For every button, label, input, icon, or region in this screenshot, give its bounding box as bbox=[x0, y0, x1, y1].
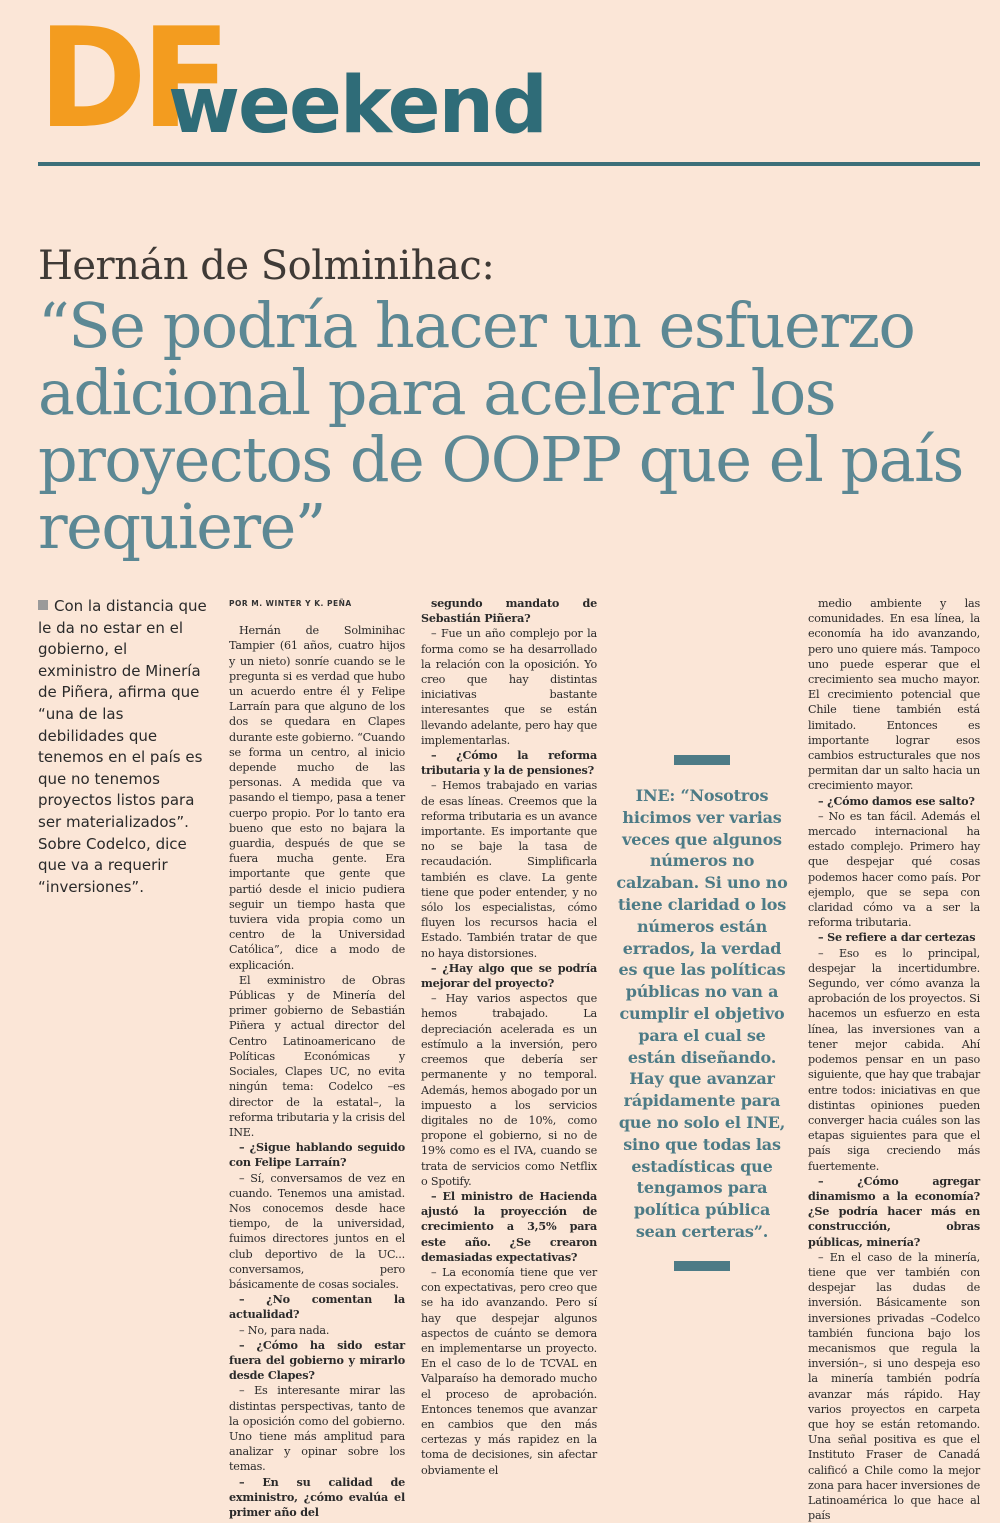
body-paragraph: – Hemos trabajado en varias de esas líneas. Creemos que la reforma tributaria es un avance importante. Es importante que no se baje la tasa de recaudación. Simplificarla también es clave. La gente tiene que poder entender, y no sólo los especialistas, cómo fluyen los recursos hacia el Estado. También tratar de que no haya distorsiones. bbox=[421, 779, 597, 960]
article-column-1 bbox=[229, 596, 405, 1520]
body-paragraph: – Fue un año complejo por la forma como se ha desarrollado la relación con la oposición. Yo creo que hay distintas iniciativas bastante interesantes que se están llevando adelante, pero hay que implementarlas. bbox=[421, 627, 597, 747]
pull-quote bbox=[612, 755, 792, 1271]
column-4-body bbox=[808, 596, 980, 1523]
interview-question: – El ministro de Hacienda ajustó la proyección de crecimiento a 3,5% para este año. ¿Se crearon demasiadas expectativas? bbox=[421, 1188, 597, 1264]
column-2-body bbox=[421, 596, 597, 1478]
body-paragraph: – Es interesante mirar las distintas perspectivas, tanto de la oposición como del gobierno. Uno tiene más amplitud para analizar y opinar sobre los temas. bbox=[229, 1384, 405, 1474]
pull-quote-top-bar bbox=[674, 755, 730, 765]
interview-question: – ¿Cómo damos ese salto? bbox=[818, 793, 975, 808]
byline: POR M. WINTER Y K. PEÑA bbox=[229, 599, 352, 608]
body-paragraph: – Eso es lo principal, despejar la incertidumbre. Segundo, ver cómo avanza la aprobación de los proyectos. Si hacemos un esfuerzo en esta línea, las inversiones van a tener mejor cabida. Ahí podemos pensar en un paso siguiente, que hay que trabajar entre todos: iniciativas en que distintas opiniones pueden converger hacia cuáles son las etapas siguientes para que el país siga creciendo más fuertemente. bbox=[808, 946, 980, 1173]
interview-question: – Se refiere a dar certezas bbox=[818, 930, 976, 945]
headline bbox=[38, 240, 978, 563]
interview-question: – ¿Hay algo que se podría mejorar del proyecto? bbox=[421, 960, 597, 991]
pull-quote-text: INE: “Nosotros hicimos ver varias veces que algunos números no calzaban. Si uno no tiene claridad o los números están errados, la verdad es que las políticas públicas no van a cumplir el objetivo para el cual se están diseñando. Hay que avanzar rápidamente para que no solo el INE, sino que todas las estadísticas que tengamos para política pública sean certeras”. bbox=[616, 786, 788, 1241]
body-paragraph: – La economía tiene que ver con expectativas, pero creo que se ha ido avanzando. Pero sí hay que despejar algunos aspectos de cuánto se demora en implementarse un proyecto. En el caso de lo de TCVAL en Valparaíso ha demorado mucho el proceso de aprobación. Entonces tenemos que avanzar en cambios que den más certezas y más rapidez en la toma de decisiones, sin afectar obviamente el bbox=[421, 1265, 597, 1477]
body-paragraph: El exministro de Obras Públicas y de Minería del primer gobierno de Sebastián Piñera y actual director del Centro Latinoamericano de Políticas Económicas y Sociales, Clapes UC, no evita ningún tema: Codelco –es director de la estatal–, la reforma tributaria y la crisis del INE. bbox=[229, 973, 405, 1139]
interview-question: – En su calidad de exministro, ¿cómo evalúa el primer año del bbox=[229, 1474, 405, 1519]
body-paragraph: – No, para nada. bbox=[239, 1323, 330, 1337]
body-paragraph: Hernán de Solminihac Tampier (61 años, cuatro hijos y un nieto) sonríe cuando se le pregunta si es verdad que hubo un acuerdo entre él y Felipe Larraín para que alguno de los dos se quedara en Clapes durante este gobierno. “Cuando se forma un centro, al inicio depende mucho de las personas. A medida que va pasando el tiempo, pasa a tener cuerpo propio. Por lo tanto era bueno que esto no bajara la guardia, después de que se fuera mucha gente. Era importante que gente que partió desde el inicio pudiera seguir un tiempo hasta que tuviera vida propia como un centro de la Universidad Católica”, dice a modo de explicación. bbox=[229, 624, 406, 972]
interview-question: – ¿Cómo ha sido estar fuera del gobierno y mirarlo desde Clapes? bbox=[229, 1337, 405, 1383]
masthead-rule bbox=[38, 162, 980, 166]
column-1-body bbox=[229, 623, 405, 1520]
masthead bbox=[38, 0, 980, 174]
body-paragraph: – No es tan fácil. Además el mercado internacional ha estado complejo. Primero hay que despejar qué cosas podemos hacer como país. Por ejemplo, que se sepa con claridad cómo va a ser la reforma tributaria. bbox=[808, 809, 980, 930]
lead-paragraph bbox=[38, 596, 210, 898]
body-paragraph: medio ambiente y las comunidades. En esa línea, la economía ha ido avanzando, pero uno quiere más. Tampoco uno puede esperar que el crecimiento sea mucho mayor. El crecimiento potencial que Chile tiene también está limitado. Entonces es importante lograr esos cambios estructurales que nos permitan dar un salto hacia un crecimiento mayor. bbox=[808, 597, 980, 793]
body-paragraph: – Hay varios aspectos que hemos trabajado. La depreciación acelerada es un estímulo a la inversión, pero creemos que debería ser permanente y no temporal. Además, hemos abogado por un impuesto a los servicios digitales no de 10%, como propone el gobierno, si no de 19% como es el IVA, cuando se trata de servicios como Netflix o Spotify. bbox=[421, 992, 597, 1188]
body-paragraph: – En el caso de la minería, tiene que ver también con despejar las dudas de inversión. Básicamente son inversiones privadas –Codelco también funciona bajo los mecanismos que regula la inversión–, si uno despeja eso la minería también podría avanzar más rápido. Hay varios proyectos en carpeta que hoy se están retomando. Una señal positiva es que el Instituto Fraser de Canadá calificó a Chile como la mejor zona para hacer inversiones de Latinoamérica lo que hace al país bbox=[808, 1250, 980, 1523]
headline-title: “Se podría hacer un esfuerzo adicional para acelerar los proyectos de OOPP que el país requiere” bbox=[38, 289, 963, 563]
pull-quote-bottom-bar bbox=[674, 1261, 730, 1271]
interview-question: segundo mandato de Sebastián Piñera? bbox=[421, 596, 597, 626]
interview-question: – ¿Cómo la reforma tributaria y la de pensiones? bbox=[421, 748, 597, 778]
logo-weekend: weekend bbox=[168, 61, 546, 151]
interview-question: – ¿Sigue hablando seguido con Felipe Larraín? bbox=[229, 1140, 405, 1170]
interview-question: – ¿Cómo agregar dinamismo a la economía? ¿Se podría hacer más en construcción, obras públicas, minería? bbox=[808, 1173, 980, 1249]
interview-question: – ¿No comentan la actualidad? bbox=[229, 1292, 405, 1322]
lead-text: Con la distancia que le da no estar en el gobierno, el exministro de Minería de Piñera, afirma que “una de las debilidades que tenemos en el país es que no tenemos proyectos listos para ser materializados”. Sobre Codelco, dice que va a requerir “inversiones”. bbox=[38, 597, 207, 896]
body-paragraph: – Sí, conversamos de vez en cuando. Tenemos una amistad. Nos conocemos desde hace tiempo, de la universidad, fuimos directores juntos en el club deportivo de la UC... conversamos, pero básicamente de cosas sociales. bbox=[229, 1171, 405, 1291]
square-bullet-icon bbox=[38, 600, 48, 610]
article-column-2 bbox=[421, 596, 597, 1478]
article-column-4 bbox=[808, 596, 980, 1523]
headline-kicker: Hernán de Solminihac: bbox=[38, 243, 495, 289]
logo-df: DF bbox=[38, 0, 225, 159]
